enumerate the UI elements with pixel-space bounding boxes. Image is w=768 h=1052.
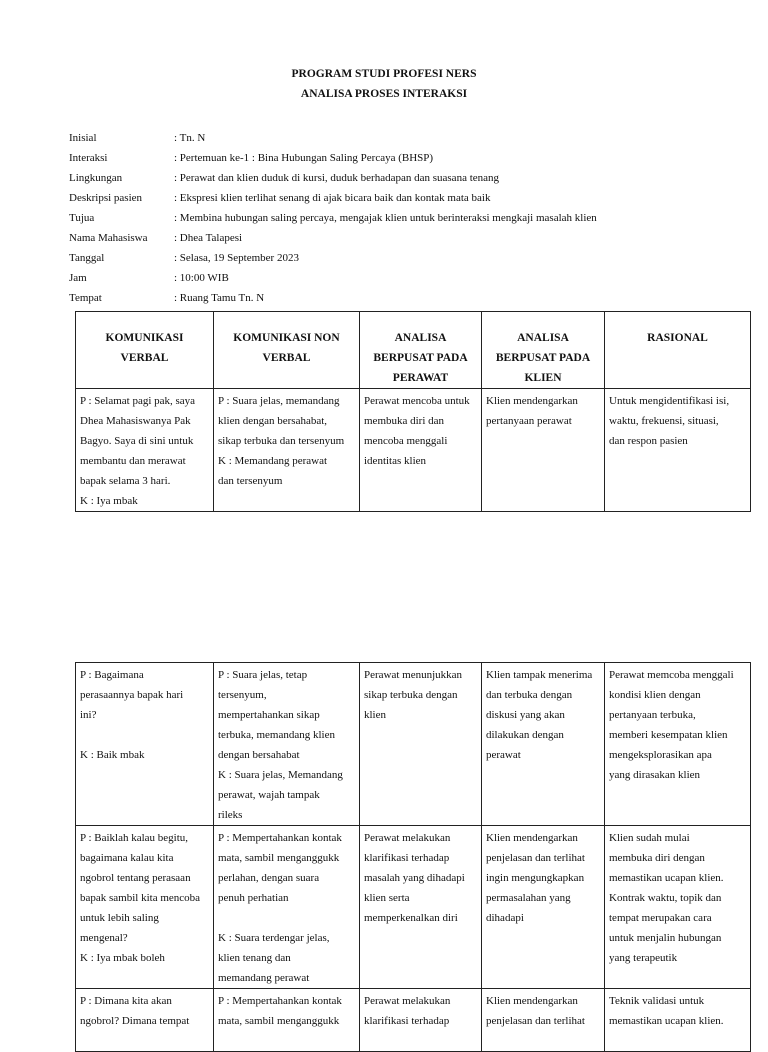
table-cell: Klien tampak menerima dan terbuka dengan diskusi yang akan dilakukan dengan perawat	[482, 663, 605, 826]
info-row	[69, 228, 749, 248]
table-cell: Klien mendengarkan penjelasan dan terlihat ingin mengungkapkan permasalahan yang dihadapi	[482, 826, 605, 989]
interaction-table-page1	[75, 311, 751, 512]
info-value: : Tn. N	[174, 132, 206, 144]
table-header-row	[76, 312, 751, 389]
table-cell: P : Mempertahankan kontak mata, sambil menganggukk	[214, 989, 360, 1052]
info-label: Jam	[69, 272, 87, 284]
info-label: Interaksi	[69, 152, 108, 164]
table-cell: P : Dimana kita akan ngobrol? Dimana tempat	[76, 989, 214, 1052]
table-cell: Perawat mencoba untuk membuka diri dan mencoba menggali identitas klien	[360, 389, 482, 512]
info-label: Lingkungan	[69, 172, 123, 184]
interaction-table-page2	[75, 662, 751, 1052]
table-row	[76, 389, 751, 512]
info-value: : Ruang Tamu Tn. N	[174, 292, 265, 304]
column-header: KOMUNIKASI NON VERBAL	[214, 312, 360, 389]
column-header: KOMUNIKASI VERBAL	[76, 312, 214, 389]
info-value: : Selasa, 19 September 2023	[174, 252, 299, 264]
table-cell: Klien sudah mulai membuka diri dengan memastikan ucapan klien. Kontrak waktu, topik dan tempat merupakan cara untuk menjalin hubungan yang terapeutik	[605, 826, 751, 989]
column-header: ANALISA BERPUSAT PADA KLIEN	[482, 312, 605, 389]
table-cell: P : Suara jelas, memandang klien dengan bersahabat, sikap terbuka dan tersenyum K : Memandang perawat dan tersenyum	[214, 389, 360, 512]
table-row	[76, 826, 751, 989]
table-cell: Klien mendengarkan penjelasan dan terlihat	[482, 989, 605, 1052]
info-value: : Dhea Talapesi	[174, 232, 243, 244]
table-row	[76, 989, 751, 1052]
info-table	[69, 128, 749, 308]
table-cell: Perawat melakukan klarifikasi terhadap masalah yang dihadapi klien serta memperkenalkan diri	[360, 826, 482, 989]
table-cell: Teknik validasi untuk memastikan ucapan klien.	[605, 989, 751, 1052]
info-label: Tanggal	[69, 252, 105, 264]
column-header: RASIONAL	[605, 312, 751, 389]
info-value: : Perawat dan klien duduk di kursi, duduk berhadapan dan suasana tenang	[174, 172, 500, 184]
info-label: Tujua	[69, 212, 95, 224]
table-cell: P : Bagaimana perasaannya bapak hari ini? K : Baik mbak	[76, 663, 214, 826]
info-label: Inisial	[69, 132, 97, 144]
info-value: : Ekspresi klien terlihat senang di ajak bicara baik dan kontak mata baik	[174, 192, 491, 204]
info-row	[69, 148, 749, 168]
info-row	[69, 188, 749, 208]
page-title-line1: PROGRAM STUDI PROFESI NERS	[291, 68, 477, 80]
table-cell: P : Baiklah kalau begitu, bagaimana kalau kita ngobrol tentang perasaan bapak sambil kita mencoba untuk lebih saling mengenal? K : Iya mbak boleh	[76, 826, 214, 989]
info-value: : Pertemuan ke-1 : Bina Hubungan Saling Percaya (BHSP)	[174, 152, 434, 164]
table-cell: P : Suara jelas, tetap tersenyum, mempertahankan sikap terbuka, memandang klien dengan bersahabat K : Suara jelas, Memandang perawat, wajah tampak rileks	[214, 663, 360, 826]
info-label: Nama Mahasiswa	[69, 232, 148, 244]
info-label: Tempat	[69, 292, 102, 304]
table-cell: Perawat menunjukkan sikap terbuka dengan klien	[360, 663, 482, 826]
info-row	[69, 168, 749, 188]
info-row	[69, 128, 749, 148]
table-cell: Perawat melakukan klarifikasi terhadap	[360, 989, 482, 1052]
info-row	[69, 268, 749, 288]
info-row	[69, 208, 749, 228]
table-cell: Untuk mengidentifikasi isi, waktu, frekuensi, situasi, dan respon pasien	[605, 389, 751, 512]
info-label: Deskripsi pasien	[69, 192, 143, 204]
info-row	[69, 248, 749, 268]
table-row	[76, 663, 751, 826]
info-value: : 10:00 WIB	[174, 272, 229, 284]
table-cell: P : Selamat pagi pak, saya Dhea Mahasiswanya Pak Bagyo. Saya di sini untuk membantu dan merawat bapak selama 3 hari. K : Iya mbak	[76, 389, 214, 512]
column-header: ANALISA BERPUSAT PADA PERAWAT	[360, 312, 482, 389]
table-cell: P : Mempertahankan kontak mata, sambil menganggukk perlahan, dengan suara penuh perhatian K : Suara terdengar jelas, klien tenang dan memandang perawat	[214, 826, 360, 989]
table-cell: Perawat memcoba menggali kondisi klien dengan pertanyaan terbuka, memberi kesempatan klien mengeksplorasikan apa yang dirasakan klien	[605, 663, 751, 826]
table-cell: Klien mendengarkan pertanyaan perawat	[482, 389, 605, 512]
page-title-line2: ANALISA PROSES INTERAKSI	[300, 88, 468, 100]
info-value: : Membina hubungan saling percaya, mengajak klien untuk berinteraksi mengkaji masalah klien	[174, 212, 597, 224]
info-row	[69, 288, 749, 308]
